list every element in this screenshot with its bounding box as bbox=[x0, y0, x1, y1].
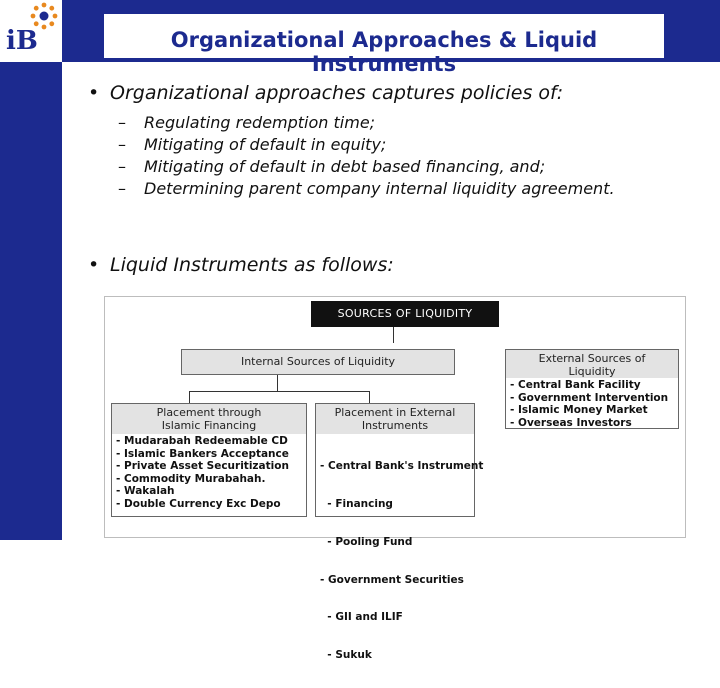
list-item: - GII and ILIF bbox=[320, 611, 403, 624]
connector-root-down bbox=[393, 325, 394, 343]
list-item: - Mudarabah Redeemable CD bbox=[116, 435, 288, 447]
connector-left-branch bbox=[189, 391, 190, 403]
list-item: - Pooling Fund bbox=[320, 535, 413, 548]
bullet-organizational bbox=[88, 82, 563, 104]
placement-islamic-box bbox=[111, 403, 307, 517]
list-item: - Financing bbox=[320, 497, 393, 510]
dash-marker: – bbox=[118, 157, 126, 176]
slide-content bbox=[62, 62, 720, 662]
root-box bbox=[311, 301, 499, 327]
bullet-marker: • bbox=[88, 82, 100, 104]
placement-islamic-title: Placement through Islamic Financing bbox=[112, 404, 306, 434]
logo-text: iB bbox=[6, 26, 38, 56]
placement-islamic-list bbox=[112, 434, 306, 512]
external-sources-title: External Sources of Liquidity bbox=[506, 350, 678, 378]
connector-horizontal bbox=[189, 391, 369, 392]
ib-logo bbox=[0, 0, 62, 62]
sub-item bbox=[118, 178, 678, 200]
dash-marker: – bbox=[118, 179, 126, 198]
bullet-text: Liquid Instruments as follows: bbox=[110, 254, 394, 276]
slide-sidebar bbox=[0, 0, 62, 540]
list-item: - Central Bank's Instrument bbox=[320, 460, 484, 473]
list-item: - Double Currency Exc Depo bbox=[116, 497, 281, 510]
liquidity-diagram bbox=[104, 296, 686, 662]
sub-item-text: Mitigating of default in equity; bbox=[144, 135, 387, 154]
sub-item bbox=[118, 156, 678, 178]
list-item: - Wakalah bbox=[116, 485, 175, 498]
sub-item bbox=[118, 112, 678, 134]
slide-header bbox=[62, 0, 720, 76]
dash-marker: – bbox=[118, 113, 126, 132]
dash-marker: – bbox=[118, 135, 126, 154]
sub-item-text: Determining parent company internal liquidity agreement. bbox=[144, 179, 615, 198]
external-sources-box bbox=[505, 349, 679, 429]
list-item: - Private Asset Securitization bbox=[116, 460, 289, 473]
list-item: - Overseas Investors bbox=[510, 416, 632, 429]
bullet-liquid-instruments bbox=[88, 254, 394, 276]
root-label: SOURCES OF LIQUIDITY bbox=[337, 307, 473, 320]
list-item: - Commodity Murabahah. bbox=[116, 472, 266, 485]
bullet-marker: • bbox=[88, 254, 100, 276]
internal-sources-label: Internal Sources of Liquidity bbox=[240, 355, 396, 368]
placement-external-list bbox=[316, 434, 484, 688]
title-band bbox=[104, 14, 664, 76]
policy-sublist bbox=[118, 112, 678, 200]
list-item: - Government Intervention bbox=[510, 391, 669, 404]
list-item: - Central Bank Facility bbox=[510, 379, 641, 391]
connector-right-branch bbox=[369, 391, 370, 403]
sub-item-text: Regulating redemption time; bbox=[144, 113, 376, 132]
slide-title: Organizational Approaches & Liquid Instruments bbox=[170, 28, 598, 76]
placement-external-box bbox=[315, 403, 484, 662]
list-item: - Islamic Bankers Acceptance bbox=[116, 447, 289, 460]
bullet-text: Organizational approaches captures policies of: bbox=[110, 82, 564, 104]
list-item: - Islamic Money Market bbox=[510, 404, 648, 417]
sub-item-text: Mitigating of default in debt based financing, and; bbox=[144, 157, 546, 176]
internal-sources-box bbox=[181, 349, 455, 375]
external-sources-list bbox=[506, 378, 678, 430]
list-item: - Sukuk bbox=[320, 649, 372, 662]
connector-internal-down bbox=[277, 375, 278, 391]
list-item: - Government Securities bbox=[320, 573, 464, 586]
placement-external-title: Placement in External Instruments bbox=[316, 404, 474, 434]
sub-item bbox=[118, 134, 678, 156]
